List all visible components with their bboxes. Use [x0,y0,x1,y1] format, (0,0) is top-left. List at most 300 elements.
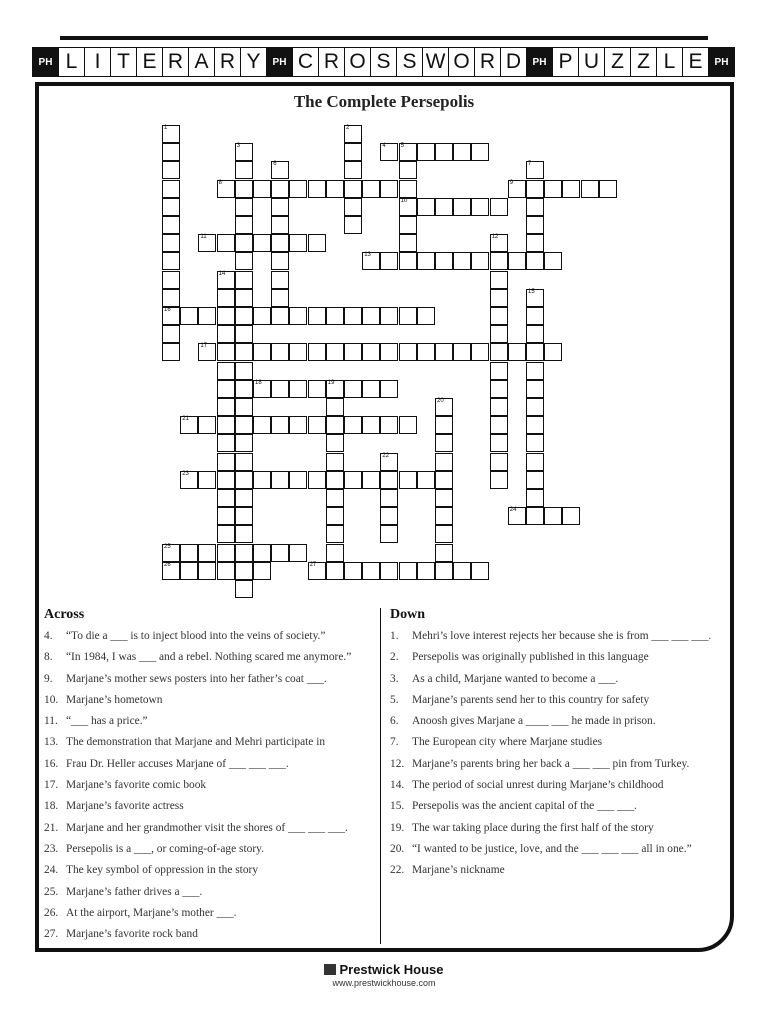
crossword-cell[interactable] [380,489,398,507]
crossword-cell[interactable] [180,416,198,434]
crossword-cell[interactable] [544,252,562,270]
crossword-cell[interactable] [526,416,544,434]
crossword-cell[interactable] [526,489,544,507]
crossword-cell[interactable] [417,198,435,216]
crossword-cell[interactable] [417,307,435,325]
clue-text: “___ has a price.” [66,715,148,728]
crossword-cell[interactable] [362,252,380,270]
crossword-cell[interactable] [471,562,489,580]
crossword-cell[interactable] [235,252,253,270]
crossword-cell[interactable] [162,289,180,307]
house-logo-icon: PH [708,47,735,77]
crossword-cell[interactable] [344,471,362,489]
crossword-cell[interactable] [417,471,435,489]
crossword-cell[interactable] [271,544,289,562]
crossword-cell[interactable] [471,198,489,216]
crossword-cell[interactable] [198,343,216,361]
clue-text: Persepolis was originally published in this language [412,651,649,664]
crossword-cell[interactable] [490,453,508,471]
crossword-cell[interactable] [235,180,253,198]
crossword-cell[interactable] [308,307,326,325]
crossword-cell[interactable] [471,143,489,161]
cell-number: 11 [200,234,207,241]
crossword-cell[interactable] [490,307,508,325]
clue-text: The key symbol of oppression in the story [66,864,259,877]
crossword-cell[interactable] [344,143,362,161]
crossword-cell[interactable] [380,307,398,325]
crossword-cell[interactable] [435,343,453,361]
crossword-cell[interactable] [435,198,453,216]
crossword-cell[interactable] [380,471,398,489]
crossword-cell[interactable] [308,416,326,434]
crossword-cell[interactable] [217,380,235,398]
crossword-cell[interactable] [198,416,216,434]
down-clue [390,754,720,775]
crossword-cell[interactable] [198,471,216,489]
crossword-cell[interactable] [253,471,271,489]
crossword-cell[interactable] [235,471,253,489]
crossword-cell[interactable] [253,343,271,361]
crossword-cell[interactable] [217,525,235,543]
crossword-cell[interactable] [326,544,344,562]
crossword-cell[interactable] [289,380,307,398]
cell-number: 13 [364,252,371,259]
crossword-cell[interactable] [380,453,398,471]
crossword-cell[interactable] [235,544,253,562]
down-clue [390,647,720,668]
crossword-cell[interactable] [180,471,198,489]
crossword-cell[interactable] [362,416,380,434]
crossword-cell[interactable] [344,562,362,580]
crossword-cell[interactable] [162,343,180,361]
crossword-cell[interactable] [526,362,544,380]
banner-letter: Z [630,47,657,77]
crossword-cell[interactable] [308,562,326,580]
clue-number: 15. [390,800,405,813]
cell-number: 8 [218,179,222,186]
crossword-cell[interactable] [490,416,508,434]
crossword-cell[interactable] [235,507,253,525]
crossword-cell[interactable] [217,453,235,471]
across-clue [44,796,380,817]
clue-text: The period of social unrest during Marjane’s childhood [412,779,664,792]
crossword-cell[interactable] [198,307,216,325]
crossword-cell[interactable] [399,343,417,361]
crossword-cell[interactable] [490,434,508,452]
crossword-cell[interactable] [399,562,417,580]
crossword-cell[interactable] [235,525,253,543]
crossword-cell[interactable] [217,416,235,434]
crossword-cell[interactable] [271,161,289,179]
clue-number: 14. [390,779,405,792]
crossword-cell[interactable] [526,307,544,325]
crossword-cell[interactable] [326,380,344,398]
crossword-cell[interactable] [380,525,398,543]
crossword-cell[interactable] [380,416,398,434]
across-clue [44,626,380,647]
crossword-cell[interactable] [399,471,417,489]
banner-letter: O [344,47,371,77]
clue-text: Frau Dr. Heller accuses Marjane of ___ ___ ___. [66,757,289,770]
crossword-cell[interactable] [344,416,362,434]
crossword-cell[interactable] [435,434,453,452]
cell-number: 21 [182,416,189,423]
banner-letter: L [656,47,683,77]
crossword-cell[interactable] [235,343,253,361]
crossword-cell[interactable] [362,307,380,325]
crossword-cell[interactable] [490,252,508,270]
crossword-cell[interactable] [490,362,508,380]
crossword-cell[interactable] [235,453,253,471]
crossword-cell[interactable] [399,234,417,252]
crossword-cell[interactable] [526,161,544,179]
crossword-cell[interactable] [217,307,235,325]
crossword-cell[interactable] [162,234,180,252]
crossword-cell[interactable] [435,525,453,543]
crossword-cell[interactable] [526,380,544,398]
crossword-cell[interactable] [271,234,289,252]
crossword-cell[interactable] [235,307,253,325]
clue-number: 22. [390,864,405,877]
crossword-cell[interactable] [490,398,508,416]
crossword-cell[interactable] [271,343,289,361]
crossword-cell[interactable] [198,234,216,252]
clue-number: 13. [44,736,59,749]
crossword-cell[interactable] [326,343,344,361]
crossword-cell[interactable] [399,143,417,161]
crossword-cell[interactable] [217,271,235,289]
crossword-cell[interactable] [217,544,235,562]
banner-letter: O [448,47,475,77]
crossword-cell[interactable] [180,544,198,562]
crossword-cell[interactable] [217,325,235,343]
crossword-cell[interactable] [235,489,253,507]
crossword-cell[interactable] [435,507,453,525]
crossword-cell[interactable] [344,216,362,234]
crossword-cell[interactable] [289,471,307,489]
crossword-cell[interactable] [453,562,471,580]
crossword-cell[interactable] [162,180,180,198]
crossword-cell[interactable] [289,234,307,252]
crossword-cell[interactable] [508,343,526,361]
crossword-cell[interactable] [562,507,580,525]
crossword-cell[interactable] [162,161,180,179]
crossword-cell[interactable] [217,507,235,525]
crossword-cell[interactable] [289,416,307,434]
crossword-cell[interactable] [217,362,235,380]
crossword-cell[interactable] [162,562,180,580]
crossword-cell[interactable] [253,307,271,325]
clue-number: 2. [390,651,399,664]
crossword-cell[interactable] [326,453,344,471]
crossword-cell[interactable] [599,180,617,198]
crossword-cell[interactable] [526,398,544,416]
crossword-cell[interactable] [198,562,216,580]
crossword-cell[interactable] [490,471,508,489]
crossword-cell[interactable] [162,271,180,289]
crossword-cell[interactable] [198,544,216,562]
crossword-cell[interactable] [526,216,544,234]
crossword-cell[interactable] [526,198,544,216]
crossword-cell[interactable] [253,180,271,198]
cell-number: 27 [309,561,317,568]
crossword-cell[interactable] [526,434,544,452]
crossword-cell[interactable] [235,398,253,416]
crossword-cell[interactable] [235,143,253,161]
cell-number: 22 [382,452,390,459]
crossword-cell[interactable] [326,398,344,416]
crossword-cell[interactable] [435,252,453,270]
crossword-cell[interactable] [162,143,180,161]
banner-letter: E [682,47,709,77]
crossword-cell[interactable] [235,416,253,434]
crossword-cell[interactable] [326,562,344,580]
crossword-cell[interactable] [217,343,235,361]
crossword-cell[interactable] [490,289,508,307]
crossword-cell[interactable] [217,434,235,452]
clue-text: Marjane’s mother sews posters into her father’s coat ___. [66,672,327,685]
crossword-cell[interactable] [490,343,508,361]
crossword-cell[interactable] [581,180,599,198]
crossword-cell[interactable] [271,198,289,216]
crossword-cell[interactable] [326,507,344,525]
crossword-cell[interactable] [253,416,271,434]
crossword-cell[interactable] [344,380,362,398]
across-clue [44,818,380,839]
crossword-cell[interactable] [308,471,326,489]
across-clue [44,882,380,903]
crossword-cell[interactable] [217,562,235,580]
crossword-cell[interactable] [235,216,253,234]
crossword-cell[interactable] [289,544,307,562]
crossword-cell[interactable] [162,216,180,234]
crossword-cell[interactable] [235,562,253,580]
crossword-cell[interactable] [326,489,344,507]
crossword-cell[interactable] [235,271,253,289]
crossword-cell[interactable] [417,252,435,270]
crossword-cell[interactable] [217,289,235,307]
crossword-cell[interactable] [417,343,435,361]
crossword-cell[interactable] [544,507,562,525]
across-clue [44,924,380,945]
crossword-cell[interactable] [508,252,526,270]
clue-number: 8. [44,651,53,664]
crossword-cell[interactable] [435,544,453,562]
crossword-cell[interactable] [562,180,580,198]
crossword-cell[interactable] [526,289,544,307]
crossword-cell[interactable] [326,416,344,434]
clue-text: Marjane’s father drives a ___. [66,885,203,898]
crossword-cell[interactable] [308,380,326,398]
crossword-cell[interactable] [490,234,508,252]
crossword-cell[interactable] [380,380,398,398]
crossword-cell[interactable] [235,362,253,380]
banner-letter: T [110,47,137,77]
crossword-cell[interactable] [453,198,471,216]
crossword-cell[interactable] [217,398,235,416]
across-clue [44,711,380,732]
crossword-cell[interactable] [362,471,380,489]
across-clue [44,690,380,711]
crossword-cell[interactable] [526,180,544,198]
down-clues [390,604,720,882]
crossword-cell[interactable] [435,453,453,471]
crossword-cell[interactable] [217,234,235,252]
crossword-cell[interactable] [526,325,544,343]
crossword-cell[interactable] [308,234,326,252]
crossword-cell[interactable] [162,325,180,343]
crossword-cell[interactable] [526,507,544,525]
crossword-cell[interactable] [235,580,253,598]
crossword-cell[interactable] [435,398,453,416]
crossword-cell[interactable] [435,562,453,580]
crossword-cell[interactable] [180,562,198,580]
crossword-cell[interactable] [162,307,180,325]
crossword-cell[interactable] [471,252,489,270]
clue-text: The war taking place during the first half of the story [412,821,654,834]
crossword-cell[interactable] [235,198,253,216]
crossword-cell[interactable] [544,343,562,361]
crossword-cell[interactable] [344,198,362,216]
crossword-cell[interactable] [453,252,471,270]
crossword-cell[interactable] [326,180,344,198]
crossword-cell[interactable] [399,161,417,179]
crossword-cell[interactable] [271,307,289,325]
crossword-cell[interactable] [490,271,508,289]
crossword-cell[interactable] [235,380,253,398]
crossword-cell[interactable] [453,143,471,161]
crossword-cell[interactable] [526,343,544,361]
crossword-cell[interactable] [271,252,289,270]
crossword-cell[interactable] [217,489,235,507]
crossword-cell[interactable] [399,198,417,216]
crossword-cell[interactable] [271,289,289,307]
crossword-cell[interactable] [344,307,362,325]
crossword-cell[interactable] [326,307,344,325]
crossword-cell[interactable] [399,180,417,198]
crossword-cell[interactable] [380,507,398,525]
crossword-cell[interactable] [362,180,380,198]
crossword-cell[interactable] [326,471,344,489]
crossword-cell[interactable] [326,525,344,543]
cell-number: 1 [164,125,168,131]
crossword-cell[interactable] [253,234,271,252]
crossword-cell[interactable] [289,343,307,361]
crossword-cell[interactable] [344,125,362,143]
banner-letter: U [578,47,605,77]
crossword-cell[interactable] [344,343,362,361]
crossword-cell[interactable] [508,507,526,525]
crossword-cell[interactable] [308,180,326,198]
clue-text: “To die a ___ is to inject blood into the veins of society.” [66,630,326,642]
crossword-cell[interactable] [362,562,380,580]
crossword-cell[interactable] [508,180,526,198]
across-clues [44,604,380,945]
puzzle-title: The Complete Persepolis [293,92,475,111]
crossword-cell[interactable] [235,161,253,179]
clue-text: Marjane’s parents bring her back a ___ ___ pin from Turkey. [412,757,690,770]
banner-letter: R [318,47,345,77]
cell-number: 23 [182,470,189,477]
crossword-cell[interactable] [526,453,544,471]
down-clue [390,775,720,796]
crossword-cell[interactable] [162,125,180,143]
crossword-cell[interactable] [180,307,198,325]
crossword-cell[interactable] [235,289,253,307]
crossword-cell[interactable] [490,380,508,398]
crossword-cell[interactable] [526,234,544,252]
crossword-cell[interactable] [362,343,380,361]
cell-number: 14 [218,270,226,277]
crossword-cell[interactable] [289,307,307,325]
cell-number: 20 [437,398,444,404]
crossword-cell[interactable] [162,198,180,216]
crossword-cell[interactable] [417,143,435,161]
crossword-cell[interactable] [253,562,271,580]
crossword-cell[interactable] [271,380,289,398]
crossword-cell[interactable] [435,489,453,507]
crossword-cell[interactable] [217,471,235,489]
crossword-cell[interactable] [435,143,453,161]
banner-letter: I [84,47,111,77]
crossword-cell[interactable] [417,562,435,580]
crossword-cell[interactable] [490,198,508,216]
crossword-cell[interactable] [399,307,417,325]
crossword-cell[interactable] [380,252,398,270]
crossword-cell[interactable] [271,471,289,489]
crossword-cell[interactable] [271,271,289,289]
crossword-cell[interactable] [271,216,289,234]
crossword-cell[interactable] [253,380,271,398]
crossword-cell[interactable] [526,252,544,270]
clue-text: “In 1984, I was ___ and a rebel. Nothing scared me anymore.” [66,651,352,664]
crossword-cell[interactable] [526,471,544,489]
crossword-cell[interactable] [308,343,326,361]
clue-text: Marjane and her grandmother visit the shores of ___ ___ ___. [66,821,348,834]
crossword-cell[interactable] [162,544,180,562]
crossword-cell[interactable] [217,180,235,198]
publisher-url: www.prestwickhouse.com [332,978,436,988]
crossword-cell[interactable] [544,180,562,198]
crossword-cell[interactable] [399,252,417,270]
crossword-cell[interactable] [490,325,508,343]
crossword-cell[interactable] [253,544,271,562]
crossword-cell[interactable] [235,234,253,252]
crossword-cell[interactable] [435,471,453,489]
crossword-cell[interactable] [271,416,289,434]
crossword-cell[interactable] [399,416,417,434]
crossword-cell[interactable] [271,180,289,198]
crossword-cell[interactable] [453,343,471,361]
crossword-cell[interactable] [235,434,253,452]
crossword-cell[interactable] [471,343,489,361]
clue-text: Persepolis is a ___, or coming-of-age story. [66,842,264,855]
crossword-cell[interactable] [162,252,180,270]
crossword-cell[interactable] [380,343,398,361]
crossword-cell[interactable] [344,161,362,179]
publisher-logo [0,962,768,977]
crossword-cell[interactable] [380,180,398,198]
crossword-cell[interactable] [326,434,344,452]
crossword-cell[interactable] [435,416,453,434]
crossword-cell[interactable] [235,325,253,343]
crossword-cell[interactable] [344,180,362,198]
crossword-cell[interactable] [362,380,380,398]
crossword-cell[interactable] [289,180,307,198]
crossword-cell[interactable] [380,143,398,161]
crossword-cell[interactable] [380,562,398,580]
crossword-cell[interactable] [399,216,417,234]
